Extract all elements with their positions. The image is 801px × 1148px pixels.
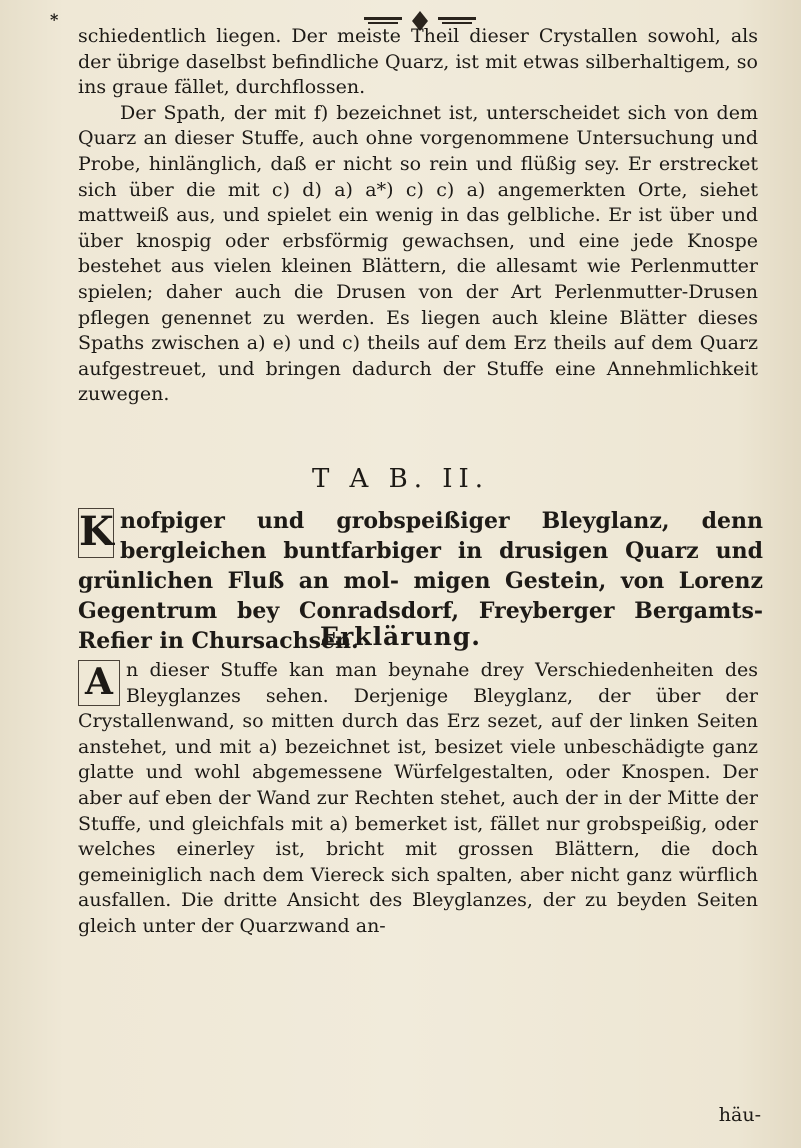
plate-title: T A B. II. xyxy=(311,464,490,494)
paragraph-explanation xyxy=(78,658,758,940)
catchword: häu- xyxy=(718,1104,761,1126)
top-text-block xyxy=(78,24,758,408)
paragraph-dropcap: A xyxy=(78,660,120,706)
heading-text: nofpiger und grobspeißiger Bleyglanz, denn bergleichen buntfarbiger in drusigen Quarz und grünlichen Fluß an mol- migen Gestein, von Lorenz Gegentrum bey Conradsdorf, Freyberger Bergamts-Refier in Chursachsen. xyxy=(78,508,763,654)
section-subtitle: Erklärung. xyxy=(320,622,481,651)
paragraph-spath: Der Spath, der mit f) bezeichnet ist, unterscheidet sich von dem Quarz an dieser Stuffe, auch ohne vorgenommene Untersuchung und Probe, hinlänglich, daß er nicht so rein und flüßig sey. Er erstrecket sich über die mit c) d) a) a*) c) c) a) angemerkten Orte, siehet mattweiß aus, und spielet ein wenig in das gelbliche. Er ist über und über knospig oder erbsförmig gewachsen, und eine jede Knospe bestehet aus vielen kleinen Blättern, die allesamt wie Perlenmutter spielen; daher auch die Drusen von der Art Perlenmutter-Drusen pflegen genennet zu werden. Es liegen auch kleine Blätter dieses Spaths zwischen a) e) und c) theils auf dem Erz theils auf dem Quarz aufgestreuet, und bringen dadurch der Stuffe eine Annehmlichkeit zuwegen. xyxy=(78,101,758,406)
bottom-text-block xyxy=(78,658,758,940)
paragraph-continued: schiedentlich liegen. Der meiste Theil dieser Crystallen sowohl, als der übrige daselbst befindliche Quarz, ist mit etwas silberhaltigem, so ins graue fället, durchflossen. xyxy=(78,25,758,99)
page-mark: * xyxy=(50,10,59,29)
heading-dropcap: K xyxy=(78,508,114,558)
paragraph-explanation-text: n dieser Stuffe kan man beynahe drey Verschiedenheiten des Bleyglanzes sehen. Derjenige Bleyglanz, der über der Crystallenwand, so mitten durch das Erz sezet, auf der linken Seiten anstehet, und mit a) bezeichnet ist, besizet viele unbeschädigte ganz glatte und wohl abgemessene Würfelgestalten, oder Knospen. Der aber auf eben der Wand zur Rechten stehet, auch der in der Mitte der Stuffe, und gleichfals mit a) bemerket ist, fället nur grobspeißig, oder welches einerley ist, bricht mit grossen Blättern, die doch gemeiniglich nach dem Viereck sich spalten, aber nicht ganz würflich ausfallen. Die dritte Ansicht des Bleyglanzes, der zu beyden Seiten gleich unter der Quarzwand an- xyxy=(78,659,758,937)
